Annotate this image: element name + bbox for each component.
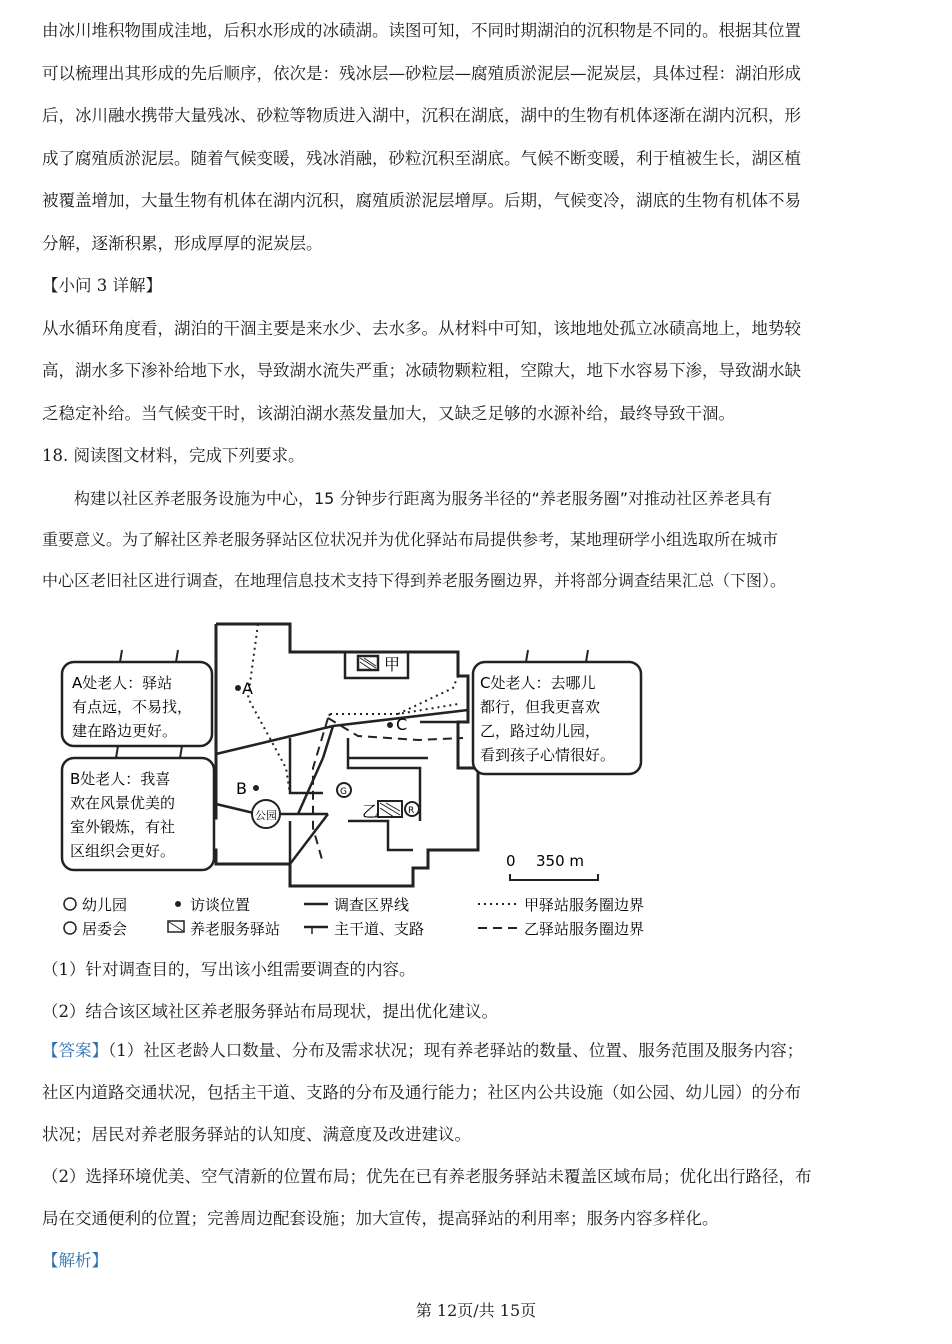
analysis-label: 【解析】 [42, 1251, 108, 1270]
sub-question-1: （1）针对调查目的，写出该小组需要调查的内容。 [42, 960, 416, 979]
text-line: 乏稳定补给。当气候变干时，该湖泊湖水蒸发量加大，又缺乏足够的水源补给，最终导致干涸。 [42, 403, 735, 423]
legend-interview: 访谈位置 [190, 896, 251, 914]
sub-question-2: （2）结合该区域社区养老服务驿站布局现状，提出优化建议。 [42, 1002, 498, 1021]
legend-jia-boundary: 甲驿站服务圈边界 [524, 896, 645, 914]
point-a-label: A [242, 679, 253, 698]
scale-bar [506, 852, 598, 880]
bubble-b-line: B处老人：我喜 [70, 770, 171, 788]
committee-icon [405, 802, 419, 816]
text-line: 高，湖水多下渗补给地下水，导致湖水流失严重；冰碛物颗粒粗，空隙大，地下水容易下渗，导致湖水缺 [42, 361, 801, 380]
park-label: 公园 [255, 809, 277, 822]
page-footer: 第 12页/共 15页 [415, 1301, 537, 1320]
legend-station: 养老服务驿站 [190, 920, 281, 938]
sub-question-3-heading: 【小问 3 详解】 [42, 276, 162, 295]
survey-map-figure [58, 618, 698, 948]
interview-point-c [387, 722, 393, 728]
material-text [42, 478, 922, 601]
speech-bubble-b [62, 746, 214, 870]
material-line: 构建以社区养老服务设施为中心，15 分钟步行距离为服务半径的“养老服务圈”对推动社区养老具有 [74, 489, 773, 508]
answer-label: 【答案】 [42, 1041, 108, 1060]
text-line: 分解，逐渐积累，形成厚厚的泥炭层。 [42, 233, 323, 253]
park-marker [252, 800, 280, 828]
question-18-title: 18. 阅读图文材料，完成下列要求。 [42, 446, 305, 465]
answer-line: 局在交通便利的位置；完善周边配套设施；加大宣传，提高驿站的利用率；服务内容多样化。 [42, 1209, 719, 1228]
svg-text:G: G [340, 787, 347, 797]
legend-boundary: 调查区界线 [334, 896, 410, 914]
kindergarten-icon [337, 783, 351, 797]
station-jia-label: 甲 [384, 655, 401, 674]
speech-bubble-c [473, 650, 641, 774]
interview-point-b [253, 785, 259, 791]
answer-line: 状况；居民对养老服务驿站的认知度、满意度及改进建议。 [42, 1125, 471, 1144]
legend-roads: 主干道、支路 [334, 920, 425, 938]
answer-line: （2）选择环境优美、空气清新的位置布局；优先在已有养老服务驿站未覆盖区域布局；优化出行路径，布 [42, 1167, 812, 1186]
speech-bubble-a [62, 650, 212, 746]
material-line: 重要意义。为了解社区养老服务驿站区位状况并为优化驿站布局提供参考，某地理研学小组选取所在城市 [42, 530, 779, 549]
scale-zero: 0 [506, 852, 516, 870]
scale-value: 350 m [536, 852, 585, 870]
bubble-c-line: C处老人：去哪儿 [480, 674, 596, 692]
text-line: 可以梳理出其形成的先后顺序，依次是：残冰层—砂粒层—腐殖质淤泥层—泥炭层，具体过程：湖泊形成 [42, 63, 801, 83]
explanation-paragraph [42, 10, 918, 478]
bubble-a-line: A处老人：驿站 [72, 674, 173, 692]
answer-line-1 [42, 1030, 918, 1072]
station-yi-block [378, 801, 402, 817]
legend-committee: 居委会 [82, 920, 128, 938]
point-b-label: B [236, 779, 247, 798]
text-line: 后，冰川融水携带大量残冰、砂粒等物质进入湖中，沉积在湖底，湖中的生物有机体逐渐在湖内沉积，形 [42, 106, 801, 125]
bubble-c-line: 乙，路过幼儿园， [480, 722, 601, 740]
svg-text:R: R [408, 806, 415, 816]
bubble-a-line: 建在路边更好。 [72, 722, 178, 740]
text-line: 从水循环角度看，湖泊的干涸主要是来水少、去水多。从材料中可知，该地地处孤立冰碛高地上，地势较 [42, 318, 801, 338]
bubble-a-line: 有点远，不易找， [72, 698, 193, 716]
material-line: 中心区老旧社区进行调查，在地理信息技术支持下得到养老服务圈边界，并将部分调查结果汇总（下图）。 [42, 571, 787, 590]
text-line: 由冰川堆积物围成洼地，后积水形成的冰碛湖。读图可知，不同时期湖泊的沉积物是不同的。根据其位置 [42, 21, 801, 40]
text-line: 被覆盖增加，大量生物有机体在湖内沉积，腐殖质淤泥层增厚。后期，气候变冷，湖底的生物有机体不易 [42, 191, 801, 210]
bubble-c-line: 都行，但我更喜欢 [480, 698, 601, 716]
answer-block [42, 1030, 918, 1282]
station-yi-label: 乙 [362, 802, 379, 821]
bubble-b-line: 欢在风景优美的 [70, 794, 176, 812]
text-line: 成了腐殖质淤泥层。随着气候变暖，残冰消融，砂粒沉积至湖底。气候不断变暖，利于植被生长，湖区植 [42, 148, 801, 168]
bubble-b-line: 区组织会更好。 [70, 842, 176, 860]
legend-kindergarten: 幼儿园 [82, 896, 128, 914]
point-c-label: C [396, 715, 408, 734]
legend-yi-boundary: 乙驿站服务圈边界 [524, 920, 645, 938]
interview-point-a [235, 685, 241, 691]
answer-line: 社区内道路交通状况，包括主干道、支路的分布及通行能力；社区内公共设施（如公园、幼儿园）的分布 [42, 1083, 801, 1102]
map-legend [64, 896, 644, 938]
answer-text: （1）社区老龄人口数量、分布及需求状况；现有养老驿站的数量、位置、服务范围及服务内容； [108, 1041, 804, 1060]
bubble-b-line: 室外锻炼，有社 [70, 818, 176, 836]
bubble-c-line: 看到孩子心情很好。 [480, 746, 616, 764]
